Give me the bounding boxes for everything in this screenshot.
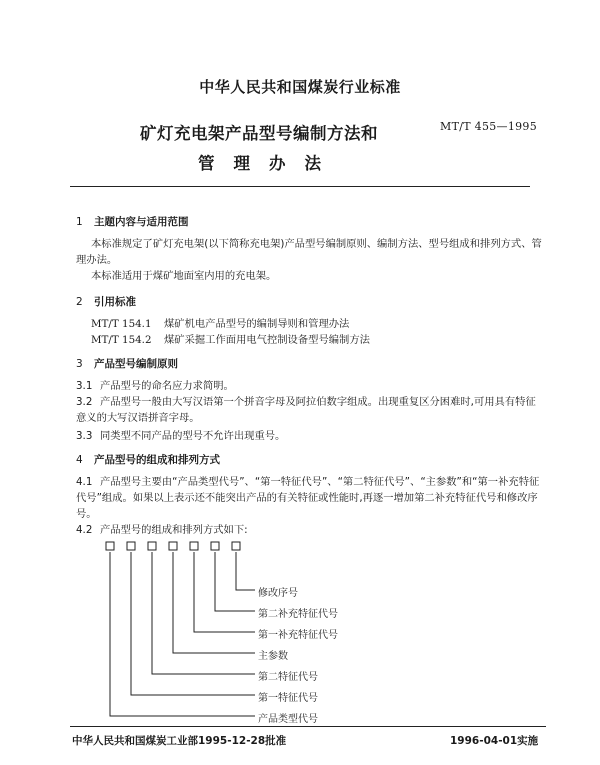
clause-text: 产品型号的组成和排列方式如下:	[100, 524, 248, 536]
section-number: 4	[76, 454, 83, 466]
diagram-label: 修改序号	[258, 588, 298, 599]
connector-line	[152, 552, 255, 674]
diagram-label: 第一补充特征代号	[258, 630, 338, 641]
clause-text: 产品型号的命名应力求简明。	[100, 380, 234, 392]
code-box	[106, 542, 114, 550]
code-box	[211, 542, 219, 550]
section-number: 2	[76, 296, 83, 308]
reference-title: 煤矿采掘工作面用电气控制设备型号编制方法	[164, 334, 370, 346]
code-box	[190, 542, 198, 550]
code-box	[232, 542, 240, 550]
clause-number: 4.2	[76, 524, 93, 536]
connector-line	[173, 552, 255, 653]
clause-number: 4.1	[76, 476, 93, 488]
clause-text: 产品型号主要由“产品类型代号”、“第一特征代号”、“第二特征代号”、“主参数”和“第一补充特征代号”组成。如果以上表示还不能突出产品的有关特征或性能时,再逐一增加第二补充特征代号和修改序号。	[76, 476, 540, 520]
connector-line	[110, 552, 255, 716]
document-title-line1: 矿灯充电架产品型号编制方法和	[140, 124, 378, 143]
section-title: 主题内容与适用范围	[94, 216, 189, 228]
clause-number: 3.1	[76, 380, 93, 392]
section-title: 产品型号的组成和排列方式	[94, 454, 220, 466]
reference-title: 煤矿机电产品型号的编制导则和管理办法	[164, 318, 350, 330]
section-number: 3	[76, 358, 83, 370]
connector-line	[215, 552, 255, 611]
reference-code: MT/T 154.2	[91, 334, 152, 346]
connector-line	[194, 552, 255, 632]
section-title: 产品型号编制原则	[94, 358, 178, 370]
diagram-label: 第二补充特征代号	[258, 609, 338, 620]
section-number: 1	[76, 216, 83, 228]
paragraph: 本标准适用于煤矿地面室内用的充电架。	[91, 270, 277, 282]
clause-number: 3.3	[76, 430, 93, 442]
standard-organization: 中华人民共和国煤炭行业标准	[199, 78, 401, 96]
code-box	[148, 542, 156, 550]
clause-number: 3.2	[76, 396, 93, 408]
diagram-label: 第二特征代号	[258, 672, 318, 683]
section-title: 引用标准	[94, 296, 136, 308]
diagram-label: 第一特征代号	[258, 693, 318, 704]
connector-line	[236, 552, 255, 590]
clause-text: 同类型不同产品的型号不允许出现重号。	[100, 430, 286, 442]
footer-divider	[70, 726, 546, 727]
code-box	[127, 542, 135, 550]
paragraph: 本标准规定了矿灯充电架(以下简称充电架)产品型号编制原则、编制方法、型号组成和排列方式、管理办法。	[76, 238, 542, 266]
clause-text: 产品型号一般由大写汉语第一个拼音字母及阿拉伯数字组成。出现重复区分困难时,可用具有特征意义的大写汉语拼音字母。	[76, 396, 536, 424]
approval-note: 中华人民共和国煤炭工业部1995-12-28批准	[72, 735, 287, 747]
effective-date: 1996-04-01实施	[450, 735, 539, 747]
code-box	[169, 542, 177, 550]
standard-code: MT/T 455—1995	[440, 120, 538, 133]
diagram-label: 主参数	[258, 651, 288, 662]
reference-code: MT/T 154.1	[91, 318, 152, 330]
diagram-label: 产品类型代号	[258, 714, 318, 725]
document-title-line2: 管理办法	[198, 154, 340, 173]
